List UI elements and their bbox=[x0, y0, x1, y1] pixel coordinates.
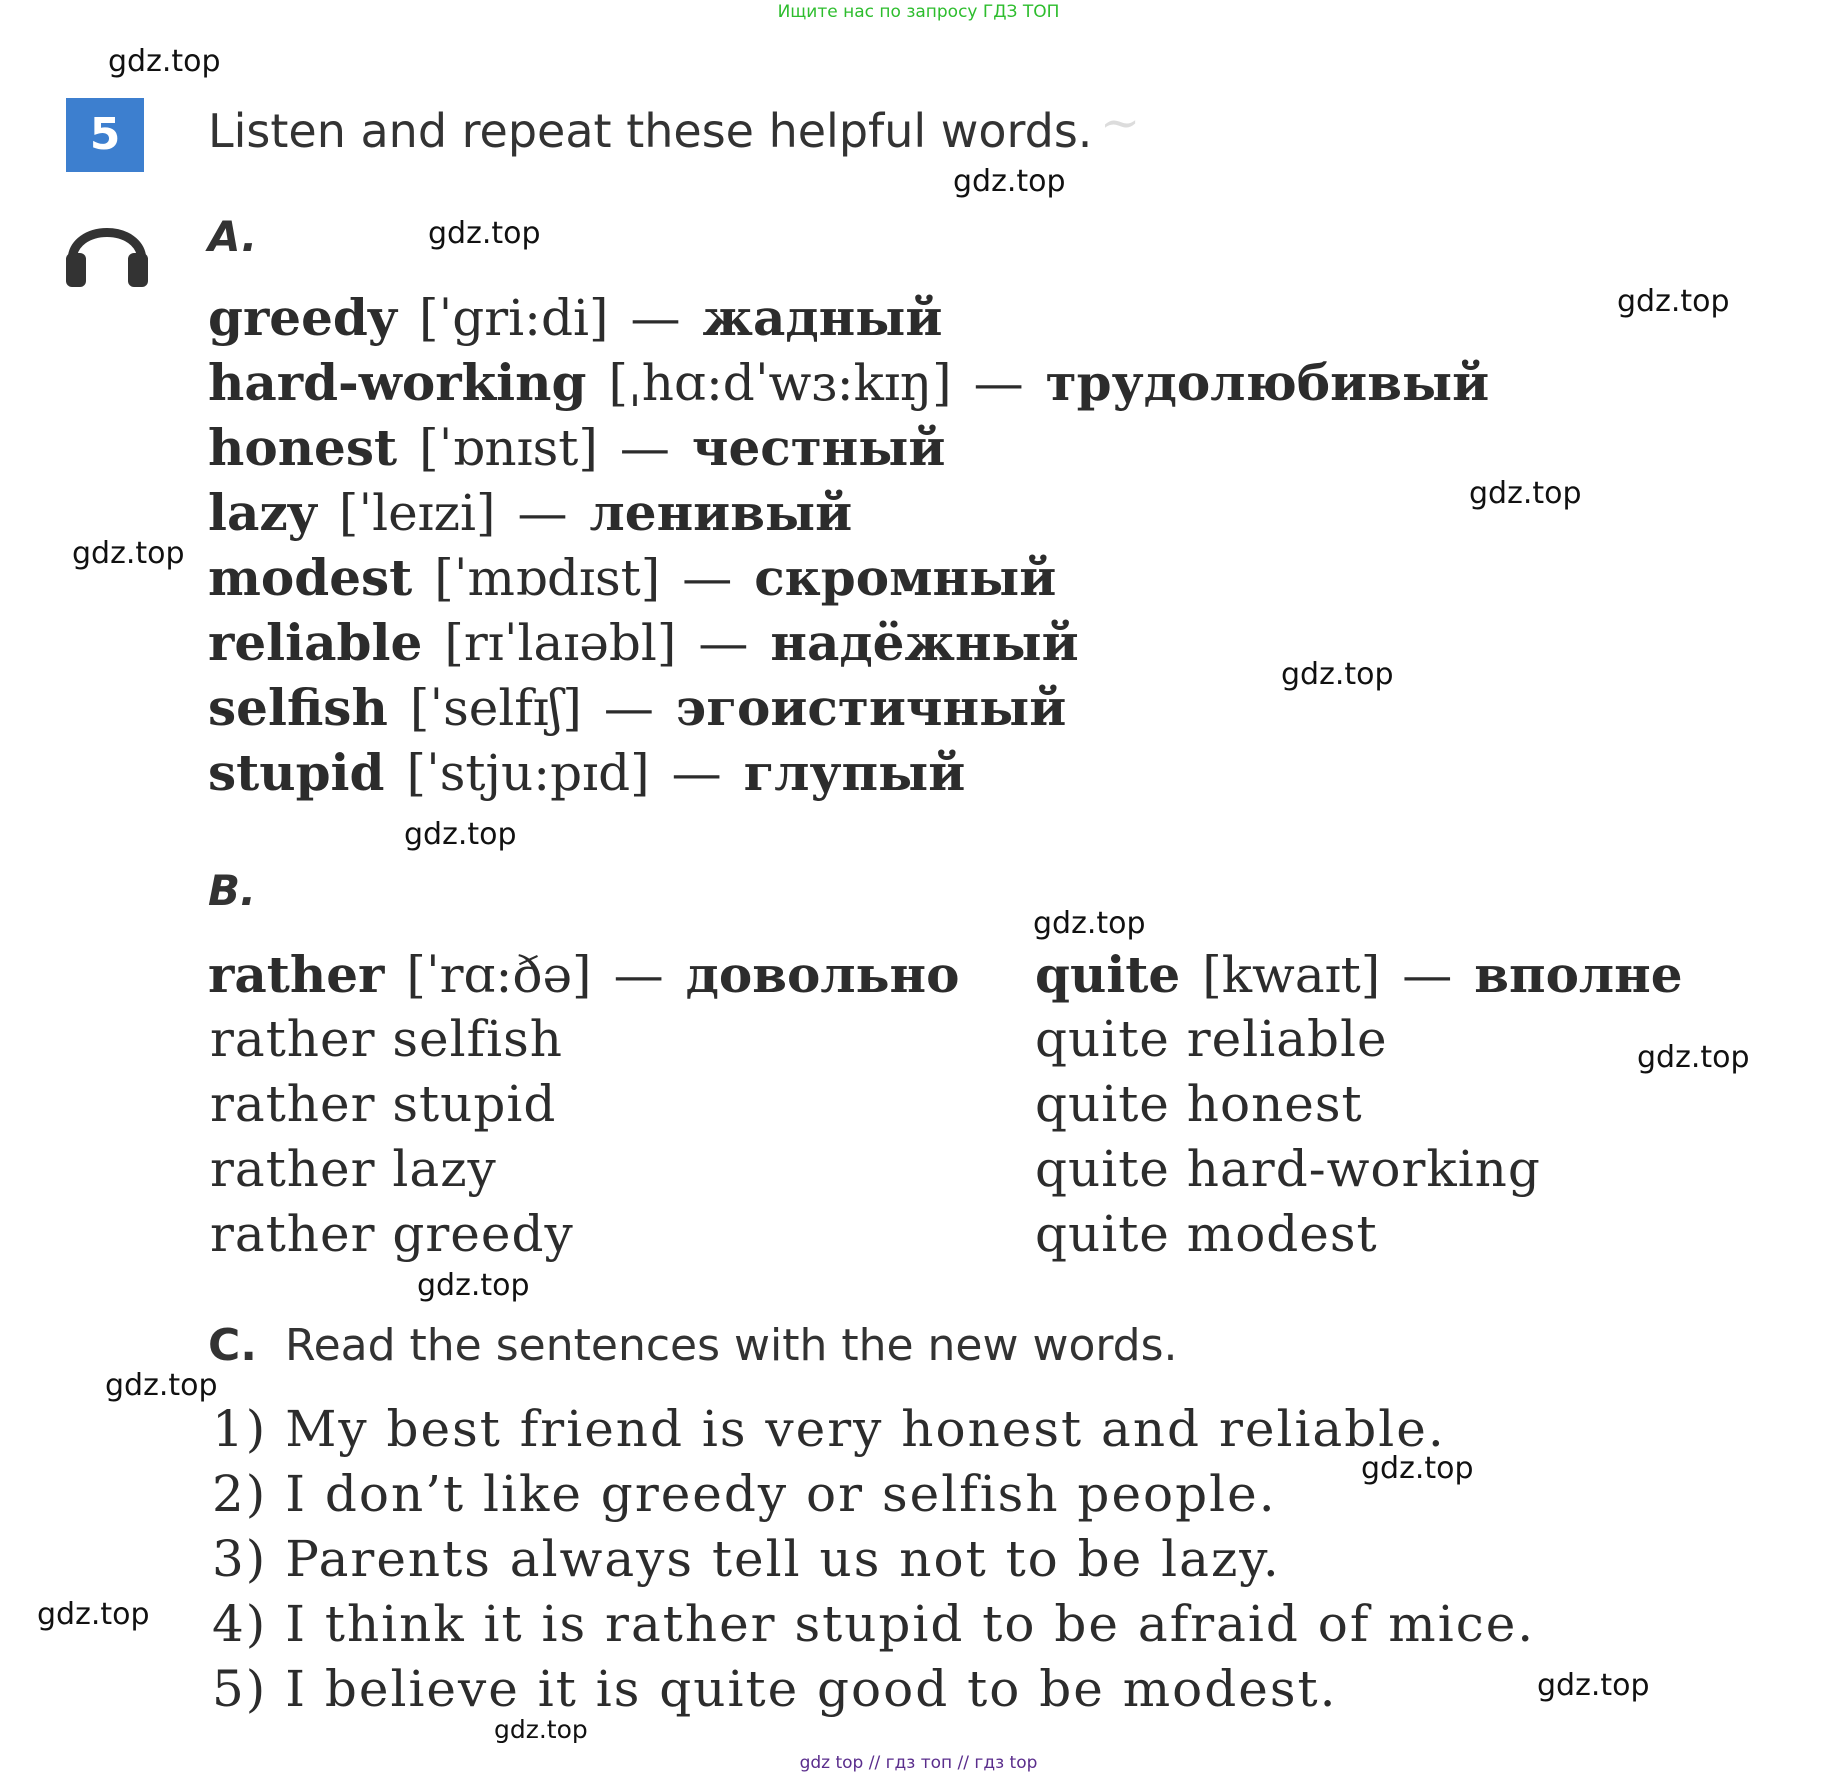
vocab-translation: трудолюбивый bbox=[1045, 353, 1490, 412]
vocab-line bbox=[208, 548, 1056, 607]
watermark: gdz.top bbox=[953, 164, 1066, 199]
vocab-word: selfish bbox=[208, 678, 388, 737]
vocab-translation: вполне bbox=[1474, 945, 1683, 1004]
watermark: gdz.top bbox=[404, 817, 517, 852]
vocab-line bbox=[208, 483, 852, 542]
watermark: gdz.top bbox=[108, 44, 221, 79]
vocab-word: stupid bbox=[208, 743, 385, 802]
section-a-label: A. bbox=[208, 212, 258, 261]
vocab-dash: — bbox=[603, 679, 654, 737]
vocab-dash: — bbox=[613, 946, 664, 1004]
phrase-quite: quite honest bbox=[1035, 1075, 1363, 1133]
vocab-translation: глупый bbox=[743, 743, 966, 802]
vocab-word: rather bbox=[208, 945, 385, 1004]
vocab-dash: — bbox=[682, 549, 733, 607]
sentence: 1) My best friend is very honest and reliable. bbox=[212, 1400, 1446, 1458]
vocab-transcription: [ˌhɑ:dˈwɜ:kɪŋ] bbox=[608, 354, 952, 412]
header-search-link[interactable]: Ищите нас по запросу ГДЗ ТОП bbox=[777, 2, 1060, 22]
watermark: gdz.top bbox=[37, 1597, 150, 1632]
watermark: gdz.top bbox=[1361, 1451, 1474, 1486]
vocab-line bbox=[208, 288, 942, 347]
vocab-transcription: [ˈgri:di] bbox=[418, 289, 609, 347]
watermark: gdz.top bbox=[105, 1368, 218, 1403]
sentence: 2) I don’t like greedy or selfish people. bbox=[212, 1465, 1277, 1523]
section-b-right-head bbox=[1035, 945, 1683, 1004]
vocab-line bbox=[208, 353, 1489, 412]
vocab-transcription: [ˈselfɪʃ] bbox=[409, 679, 582, 737]
phrase-rather: rather lazy bbox=[210, 1140, 497, 1198]
footer-links[interactable]: gdz top // гдз топ // гдз top bbox=[799, 1753, 1038, 1773]
vocab-word: modest bbox=[208, 548, 413, 607]
vocab-translation: довольно bbox=[685, 945, 960, 1004]
watermark: gdz.top bbox=[72, 536, 185, 571]
vocab-translation: надёжный bbox=[770, 613, 1079, 672]
vocab-translation: жадный bbox=[702, 288, 943, 347]
vocab-dash: — bbox=[630, 289, 681, 347]
vocab-translation: честный bbox=[691, 418, 946, 477]
section-c-label: C. bbox=[208, 1320, 258, 1371]
vocab-dash: — bbox=[1402, 946, 1453, 1004]
vocab-word: quite bbox=[1035, 945, 1181, 1004]
phrase-quite: quite reliable bbox=[1035, 1010, 1388, 1068]
vocab-transcription: [ˈleɪzi] bbox=[338, 484, 496, 542]
phrase-quite: quite modest bbox=[1035, 1205, 1378, 1263]
vocab-word: reliable bbox=[208, 613, 423, 672]
sentence: 4) I think it is rather stupid to be afraid of mice. bbox=[212, 1595, 1536, 1653]
section-b-left-head bbox=[208, 945, 959, 1004]
vocab-transcription: [ˈstju:pɪd] bbox=[406, 744, 650, 802]
sentence: 5) I believe it is quite good to be modest. bbox=[212, 1660, 1338, 1718]
watermark: gdz.top bbox=[1469, 476, 1582, 511]
watermark: gdz.top bbox=[494, 1715, 588, 1744]
vocab-dash: — bbox=[517, 484, 568, 542]
section-b-label: B. bbox=[208, 866, 256, 915]
vocab-word: greedy bbox=[208, 288, 397, 347]
headphones-icon bbox=[62, 205, 152, 291]
bleed-through-text: ~ bbox=[1100, 95, 1141, 151]
vocab-translation: эгоистичный bbox=[675, 678, 1067, 737]
section-c-instruction: Read the sentences with the new words. bbox=[285, 1320, 1178, 1371]
phrase-rather: rather greedy bbox=[210, 1205, 574, 1263]
vocab-word: hard-working bbox=[208, 353, 587, 412]
watermark: gdz.top bbox=[1033, 906, 1146, 941]
vocab-dash: — bbox=[619, 419, 670, 477]
phrase-rather: rather selfish bbox=[210, 1010, 563, 1068]
vocab-transcription: [ˈɒnɪst] bbox=[419, 419, 598, 477]
watermark: gdz.top bbox=[1281, 657, 1394, 692]
vocab-translation: скромный bbox=[754, 548, 1057, 607]
vocab-transcription: [kwaɪt] bbox=[1202, 946, 1381, 1004]
phrase-rather: rather stupid bbox=[210, 1075, 557, 1133]
watermark: gdz.top bbox=[1617, 284, 1730, 319]
watermark: gdz.top bbox=[428, 216, 541, 251]
sentence: 3) Parents always tell us not to be lazy. bbox=[212, 1530, 1281, 1588]
watermark: gdz.top bbox=[417, 1268, 530, 1303]
vocab-transcription: [ˈmɒdɪst] bbox=[434, 549, 661, 607]
vocab-dash: — bbox=[973, 354, 1024, 412]
exercise-number-badge: 5 bbox=[66, 98, 144, 172]
vocab-line bbox=[208, 418, 945, 477]
section-c-heading bbox=[208, 1320, 1178, 1371]
watermark: gdz.top bbox=[1537, 1668, 1650, 1703]
vocab-line bbox=[208, 743, 965, 802]
vocab-dash: — bbox=[671, 744, 722, 802]
exercise-instruction: Listen and repeat these helpful words. bbox=[208, 104, 1093, 158]
phrase-quite: quite hard-working bbox=[1035, 1140, 1541, 1198]
vocab-word: honest bbox=[208, 418, 398, 477]
vocab-line bbox=[208, 678, 1066, 737]
vocab-word: lazy bbox=[208, 483, 317, 542]
watermark: gdz.top bbox=[1637, 1040, 1750, 1075]
vocab-dash: — bbox=[698, 614, 749, 672]
vocab-transcription: [rɪˈlaɪəbl] bbox=[444, 614, 677, 672]
vocab-transcription: [ˈrɑ:ðə] bbox=[406, 946, 592, 1004]
vocab-translation: ленивый bbox=[589, 483, 853, 542]
vocab-line bbox=[208, 613, 1079, 672]
